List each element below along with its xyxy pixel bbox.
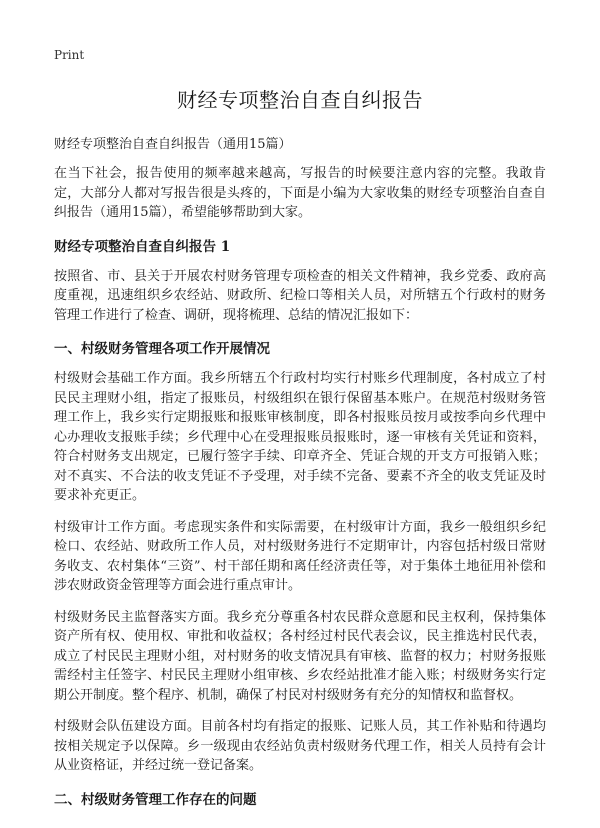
section-1-paragraph-2: 村级审计工作方面。考虑现实条件和实际需要，在村级审计方面，我乡一般组织乡纪检口、农经站、财政所工作人员，对村级财务进行不定期审计，内容包括村级日常财务收支、农村集体“三资”、村干部任期和离任经济责任等，对于集体土地征用补偿和涉农财政资金管理等方面会进行重点审计。 bbox=[54, 519, 546, 593]
section-1-paragraph-3: 村级财务民主监督落实方面。我乡充分尊重各村农民群众意愿和民主权利，保持集体资产所有权、使用权、审批和收益权；各村经过村民代表会议，民主推选村民代表，成立了村民民主理财小组，对村财务的收支情况具有审核、监督的权力；村财务报账需经村主任签字、村民民主理财小组审核、乡农经站批准才能入账；村级财务实行定期公开制度。整个程序、机制，确保了村民对村级财务有充分的知情权和监督权。 bbox=[54, 609, 546, 703]
intro-paragraph: 在当下社会，报告使用的频率越来越高，写报告的时候要注意内容的完整。我敢肯定，大部分人都对写报告很是头疼的，下面是小编为大家收集的财经专项整治自查自纠报告（通用15篇），希望能够帮助到大家。 bbox=[54, 166, 546, 220]
page-title: 财经专项整治自查自纠报告 bbox=[177, 88, 423, 112]
section-1-paragraph-4: 村级财会队伍建设方面。目前各村均有指定的报账、记账人员，其工作补贴和待遇均按相关规定予以保障。乡一级现由农经站负责村级财务代理工作，相关人员持有会计从业资格证，并经过统一登记备案。 bbox=[54, 719, 546, 773]
section-1-paragraph-1: 村级财会基础工作方面。我乡所辖五个行政村均实行村账乡代理制度，各村成立了村民民主理财小组，指定了报账员，村级组织在银行保留基本账户。在规范村级财务管理工作上，我乡实行定期报账和报账审核制度，即各村报账员按月或按季向乡代理中心办理收支报账手续；乡代理中心在受理报账员报账时，逐一审核有关凭证和资料，符合村财务支出规定，已履行签字手续、印章齐全、凭证合规的开支方可报销入账；对不真实、不合法的收支凭证不予受理，对手续不完备、要素不齐全的收支凭证及时要求补充更正。 bbox=[54, 371, 546, 503]
report-1-heading: 财经专项整治自查自纠报告 1 bbox=[54, 238, 231, 255]
report-1-intro: 按照省、市、县关于开展农村财务管理专项检查的相关文件精神，我乡党委、政府高度重视，迅速组织乡农经站、财政所、纪检口等相关人员，对所辖五个行政村的财务管理工作进行了检查、调研，现将梳理、总结的情况汇报如下： bbox=[54, 268, 546, 323]
print-link[interactable]: Print bbox=[54, 48, 85, 62]
section-1-heading: 一、村级财务管理各项工作开展情况 bbox=[54, 341, 270, 357]
section-2-heading: 二、村级财务管理工作存在的问题 bbox=[54, 791, 257, 808]
subtitle: 财经专项整治自查自纠报告（通用15篇） bbox=[54, 137, 292, 152]
